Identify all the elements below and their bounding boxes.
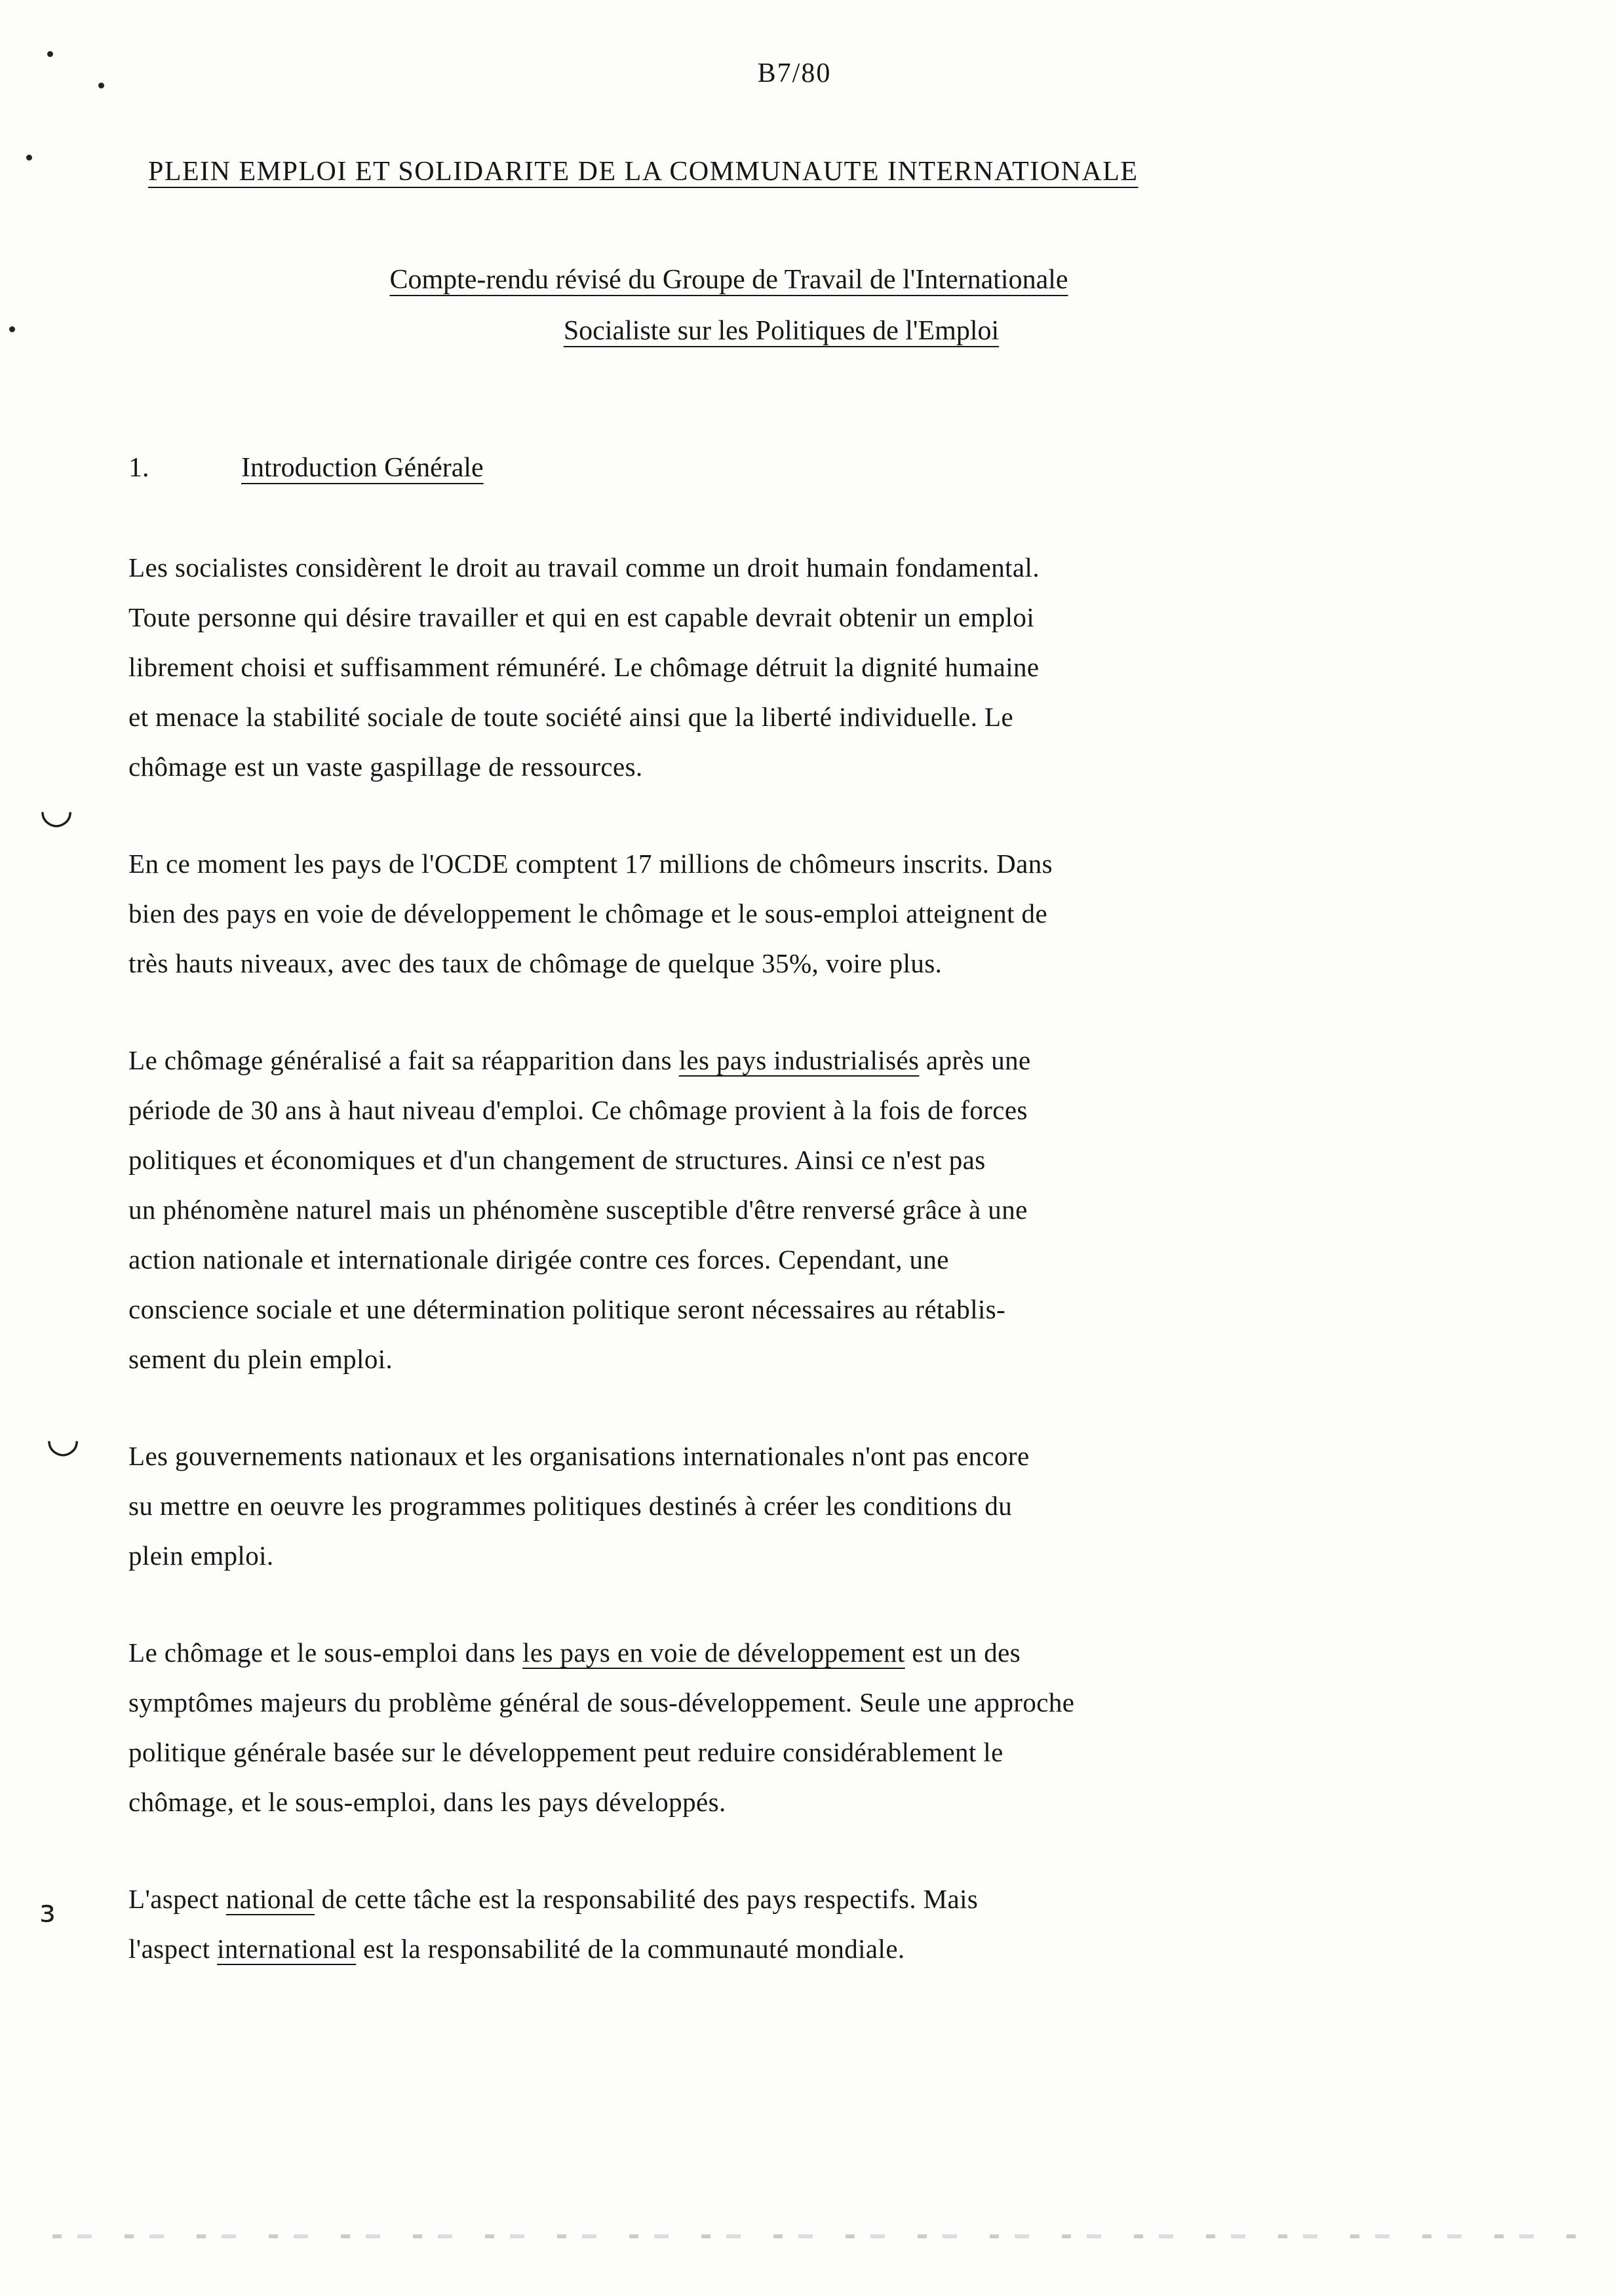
margin-dot — [47, 51, 53, 57]
document-reference: B7/80 — [757, 58, 832, 88]
text-span: Le chômage et le sous-emploi dans — [128, 1637, 523, 1668]
text-line: Les gouvernements nationaux et les organisations internationales n'ont pas encore — [128, 1441, 1030, 1471]
paragraph — [128, 543, 1466, 792]
scan-edge-noise — [52, 2234, 1586, 2238]
text-line: un phénomène naturel mais un phénomène susceptible d'être renversé grâce à une — [128, 1195, 1028, 1225]
subtitle — [0, 254, 1615, 356]
text-line: politiques et économiques et d'un changement de structures. Ainsi ce n'est pas — [128, 1145, 986, 1175]
paragraph — [128, 1628, 1466, 1827]
section-title: Introduction Générale — [241, 453, 484, 483]
text-span: est la responsabilité de la communauté mondiale. — [356, 1934, 905, 1964]
text-line: En ce moment les pays de l'OCDE comptent 17 millions de chômeurs inscrits. Dans — [128, 849, 1053, 879]
text-line: chômage est un vaste gaspillage de ressources. — [128, 752, 643, 782]
text-span: est un des — [905, 1637, 1021, 1668]
text-line: politique générale basée sur le développement peut reduire considérablement le — [128, 1737, 1003, 1767]
paragraph — [128, 1431, 1466, 1580]
body-text — [128, 543, 1466, 2021]
underlined-term: international — [217, 1934, 357, 1964]
section-number: 1. — [128, 453, 149, 483]
text-line: Les socialistes considèrent le droit au travail comme un droit humain fondamental. — [128, 552, 1040, 583]
text-line: conscience sociale et une détermination politique seront nécessaires au rétablis- — [128, 1294, 1006, 1324]
text-span: Le chômage généralisé a fait sa réapparition dans — [128, 1045, 679, 1075]
text-line: et menace la stabilité sociale de toute société ainsi que la liberté individuelle. Le — [128, 702, 1014, 732]
underlined-term: les pays en voie de développement — [522, 1637, 905, 1668]
text-line: période de 30 ans à haut niveau d'emploi. Ce chômage provient à la fois de forces — [128, 1095, 1028, 1125]
subtitle-line-1: Compte-rendu révisé du Groupe de Travail de l'Internationale — [389, 265, 1068, 295]
section-heading — [128, 452, 484, 484]
main-title: PLEIN EMPLOI ET SOLIDARITE DE LA COMMUNAUTE INTERNATIONALE — [148, 157, 1138, 187]
paragraph — [128, 839, 1466, 988]
text-line: symptômes majeurs du problème général de sous-développement. Seule une approche — [128, 1687, 1075, 1717]
text-line: action nationale et internationale dirigée contre ces forces. Cependant, une — [128, 1244, 949, 1274]
text-span: l'aspect — [128, 1934, 218, 1964]
subtitle-line-2: Socialiste sur les Politiques de l'Emploi — [563, 316, 1000, 346]
text-line: sement du plein emploi. — [128, 1344, 393, 1374]
margin-bracket-mark: ◡ — [46, 1415, 81, 1461]
text-span: après une — [919, 1045, 1031, 1075]
text-line: Toute personne qui désire travailler et qui en est capable devrait obtenir un emploi — [128, 602, 1035, 632]
text-span: L'aspect — [128, 1884, 226, 1914]
underlined-term: les pays industrialisés — [678, 1045, 920, 1075]
text-line: très hauts niveaux, avec des taux de chômage de quelque 35%, voire plus. — [128, 948, 943, 978]
text-line: librement choisi et suffisamment rémunéré. Le chômage détruit la dignité humaine — [128, 652, 1040, 682]
margin-bracket-mark: з — [39, 1894, 56, 1929]
text-line: plein emploi. — [128, 1540, 274, 1571]
text-line: bien des pays en voie de développement le chômage et le sous-emploi atteignent de — [128, 898, 1048, 928]
text-line: su mettre en oeuvre les programmes politiques destinés à créer les conditions du — [128, 1491, 1013, 1521]
paragraph — [128, 1035, 1466, 1384]
margin-bracket-mark: ◡ — [39, 786, 74, 832]
text-line: chômage, et le sous-emploi, dans les pays développés. — [128, 1787, 726, 1817]
text-span: de cette tâche est la responsabilité des pays respectifs. Mais — [315, 1884, 979, 1914]
underlined-term: national — [225, 1884, 315, 1914]
paragraph — [128, 1874, 1466, 1974]
margin-dot — [26, 155, 32, 161]
